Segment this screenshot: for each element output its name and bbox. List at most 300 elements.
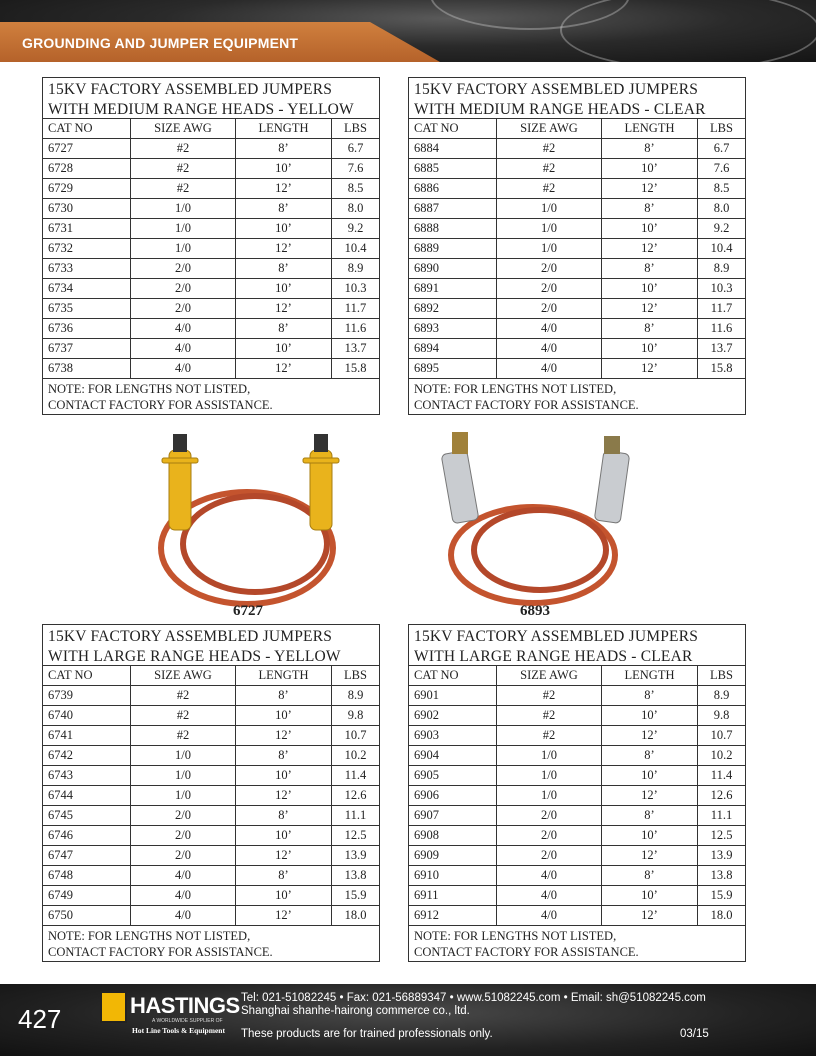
cell-size: 1/0 [131,239,236,258]
cell-size: #2 [131,159,236,178]
cell-cat-no: 6745 [43,806,131,825]
cell-cat-no: 6741 [43,726,131,745]
table-row [43,746,379,766]
cell-size: 1/0 [497,219,602,238]
cell-size: 4/0 [131,906,236,925]
table-title-line: 15KV FACTORY ASSEMBLED JUMPERS [48,628,333,645]
table-header-row [409,666,745,686]
header-light-streak [560,0,816,62]
cell-cat-no: 6729 [43,179,131,198]
cell-length: 12’ [602,846,698,865]
cell-cat-no: 6905 [409,766,497,785]
note-line: NOTE: FOR LENGTHS NOT LISTED, [414,382,617,396]
cell-lbs: 13.8 [710,868,733,882]
table-title [43,78,379,119]
cell-lbs: 15.9 [344,888,367,902]
cell-lbs: 8.5 [347,181,364,195]
cell-cat-no: 6902 [409,706,497,725]
table-note [409,926,745,961]
hastings-logo [100,990,240,1036]
cell-size: #2 [131,179,236,198]
cell-size: 1/0 [497,746,602,765]
cell-lbs: 7.6 [347,161,364,175]
jumper-photo-yellow [150,430,350,608]
cell-length: 8’ [236,806,332,825]
cell-cat-no: 6906 [409,786,497,805]
cell-cat-no: 6895 [409,359,497,378]
table-title-line: 15KV FACTORY ASSEMBLED JUMPERS [414,81,699,98]
cell-cat-no: 6743 [43,766,131,785]
cell-size: 2/0 [497,826,602,845]
cell-length: 12’ [602,239,698,258]
page-header [0,0,816,62]
cell-size: #2 [131,139,236,158]
table-row [409,746,745,766]
cell-cat-no: 6904 [409,746,497,765]
table-row [409,359,745,379]
cell-length: 10’ [236,706,332,725]
table-title [409,625,745,666]
table-row [43,219,379,239]
table-row [409,279,745,299]
logo-mark-icon [100,991,127,1023]
table-row [409,339,745,359]
revision-date: 03/15 [680,1028,709,1040]
cell-lbs: 8.5 [713,181,730,195]
table-row [409,259,745,279]
table-row [409,686,745,706]
col-header-lbs: LBS [344,121,367,135]
section-title: GROUNDING AND JUMPER EQUIPMENT [22,35,299,51]
table-row [409,706,745,726]
cell-length: 8’ [602,806,698,825]
cell-cat-no: 6907 [409,806,497,825]
jumper-photo-clear [425,430,645,608]
cell-lbs: 8.9 [713,688,730,702]
cell-length: 12’ [236,359,332,378]
page-footer [0,984,816,1056]
note-line: CONTACT FACTORY FOR ASSISTANCE. [48,398,273,412]
cell-size: 1/0 [497,766,602,785]
cell-length: 12’ [602,359,698,378]
table-row [409,219,745,239]
table-row [43,179,379,199]
note-line: NOTE: FOR LENGTHS NOT LISTED, [48,929,251,943]
cell-lbs: 8.0 [347,201,364,215]
cell-cat-no: 6909 [409,846,497,865]
cell-length: 8’ [602,866,698,885]
cell-size: 4/0 [131,886,236,905]
cell-length: 8’ [236,139,332,158]
cell-cat-no: 6736 [43,319,131,338]
table-row [43,766,379,786]
table-title-line: WITH MEDIUM RANGE HEADS - YELLOW [48,101,354,118]
cell-size: 4/0 [131,359,236,378]
cell-cat-no: 6886 [409,179,497,198]
cell-size: 2/0 [131,806,236,825]
cell-length: 10’ [602,826,698,845]
cell-length: 12’ [236,726,332,745]
cell-lbs: 8.9 [347,688,364,702]
cell-lbs: 12.6 [344,788,367,802]
cell-lbs: 13.7 [344,341,367,355]
jumper-table [408,77,746,415]
table-note [409,379,745,414]
cell-length: 12’ [602,786,698,805]
col-header-lbs: LBS [710,668,733,682]
cell-size: 4/0 [131,339,236,358]
cell-cat-no: 6742 [43,746,131,765]
cell-lbs: 7.6 [713,161,730,175]
cell-lbs: 13.8 [344,868,367,882]
cell-cat-no: 6735 [43,299,131,318]
cell-lbs: 11.4 [710,768,733,782]
cell-size: 1/0 [131,746,236,765]
table-title-line: WITH LARGE RANGE HEADS - CLEAR [414,648,693,665]
cell-cat-no: 6891 [409,279,497,298]
cell-length: 8’ [602,139,698,158]
cell-length: 12’ [236,906,332,925]
table-row [43,866,379,886]
cell-lbs: 9.2 [347,221,364,235]
table-note [43,926,379,961]
cell-size: 2/0 [497,279,602,298]
col-header-length: LENGTH [236,666,332,685]
cell-length: 8’ [236,259,332,278]
cell-length: 10’ [602,219,698,238]
cell-length: 8’ [602,259,698,278]
table-row [43,199,379,219]
table-row [409,319,745,339]
cell-length: 12’ [602,299,698,318]
cell-length: 8’ [602,746,698,765]
table-row [409,159,745,179]
cell-size: #2 [131,686,236,705]
cell-cat-no: 6744 [43,786,131,805]
cell-lbs: 9.2 [713,221,730,235]
cell-length: 8’ [602,686,698,705]
cell-cat-no: 6740 [43,706,131,725]
cell-size: #2 [497,686,602,705]
cell-length: 10’ [236,279,332,298]
cell-length: 10’ [236,159,332,178]
cell-lbs: 18.0 [344,908,367,922]
note-line: NOTE: FOR LENGTHS NOT LISTED, [48,382,251,396]
cell-size: 4/0 [131,866,236,885]
cell-lbs: 13.9 [710,848,733,862]
cell-length: 8’ [602,319,698,338]
cell-size: 2/0 [497,846,602,865]
cell-length: 8’ [602,199,698,218]
note-line: CONTACT FACTORY FOR ASSISTANCE. [414,945,639,959]
cell-size: 1/0 [497,199,602,218]
cell-size: 1/0 [497,239,602,258]
cell-size: 2/0 [131,259,236,278]
cell-size: 2/0 [497,299,602,318]
cell-cat-no: 6894 [409,339,497,358]
table-header-row [43,119,379,139]
table-row [43,299,379,319]
cell-length: 10’ [602,159,698,178]
cell-lbs: 10.3 [344,281,367,295]
table-row [409,179,745,199]
cell-lbs: 9.8 [347,708,364,722]
cell-size: 4/0 [497,339,602,358]
table-row [409,886,745,906]
cell-cat-no: 6884 [409,139,497,158]
cell-size: 4/0 [497,319,602,338]
table-row [409,766,745,786]
cell-length: 8’ [236,199,332,218]
cell-lbs: 12.5 [710,828,733,842]
cell-lbs: 11.4 [344,768,367,782]
cell-lbs: 10.7 [344,728,367,742]
cell-length: 10’ [236,826,332,845]
cell-lbs: 11.1 [710,808,733,822]
table-row [43,139,379,159]
cell-lbs: 9.8 [713,708,730,722]
table-header-row [43,666,379,686]
note-line: NOTE: FOR LENGTHS NOT LISTED, [414,929,617,943]
col-header-cat: CAT NO [43,666,131,685]
photo-caption: 6727 [233,603,263,619]
cell-size: 4/0 [131,319,236,338]
cell-lbs: 18.0 [710,908,733,922]
cell-size: 4/0 [497,866,602,885]
jumper-table [408,624,746,962]
cell-cat-no: 6888 [409,219,497,238]
table-title [409,78,745,119]
cell-size: #2 [497,139,602,158]
table-title-line: 15KV FACTORY ASSEMBLED JUMPERS [48,81,333,98]
table-row [409,846,745,866]
note-line: CONTACT FACTORY FOR ASSISTANCE. [48,945,273,959]
cell-lbs: 10.7 [710,728,733,742]
cell-size: #2 [497,179,602,198]
table-note [43,379,379,414]
cell-cat-no: 6734 [43,279,131,298]
table-row [409,199,745,219]
table-row [43,886,379,906]
cell-cat-no: 6885 [409,159,497,178]
cell-length: 12’ [236,299,332,318]
cell-length: 12’ [602,179,698,198]
cell-cat-no: 6887 [409,199,497,218]
cell-cat-no: 6746 [43,826,131,845]
jumper-table [42,624,380,962]
cell-cat-no: 6737 [43,339,131,358]
cell-size: #2 [497,159,602,178]
col-header-length: LENGTH [602,666,698,685]
cell-cat-no: 6750 [43,906,131,925]
cell-length: 10’ [236,339,332,358]
cell-size: 4/0 [497,359,602,378]
cell-cat-no: 6731 [43,219,131,238]
table-row [43,846,379,866]
table-row [409,299,745,319]
cell-lbs: 6.7 [713,141,730,155]
note-line: CONTACT FACTORY FOR ASSISTANCE. [414,398,639,412]
col-header-size: SIZE AWG [131,119,236,138]
table-row [43,239,379,259]
cell-size: 2/0 [497,259,602,278]
col-header-lbs: LBS [710,121,733,135]
col-header-length: LENGTH [602,119,698,138]
col-header-size: SIZE AWG [497,119,602,138]
cell-lbs: 10.3 [710,281,733,295]
cell-size: 2/0 [497,806,602,825]
cell-cat-no: 6889 [409,239,497,258]
cell-lbs: 10.4 [710,241,733,255]
cell-length: 10’ [602,279,698,298]
cell-length: 12’ [236,179,332,198]
cell-length: 10’ [602,766,698,785]
cell-lbs: 8.0 [713,201,730,215]
cell-lbs: 15.9 [710,888,733,902]
cell-lbs: 10.2 [710,748,733,762]
table-row [43,339,379,359]
cell-cat-no: 6892 [409,299,497,318]
contact-info [241,992,706,1018]
table-title-line: WITH MEDIUM RANGE HEADS - CLEAR [414,101,706,118]
cell-size: 4/0 [497,886,602,905]
cell-size: 2/0 [131,299,236,318]
contact-line: Tel: 021-51082245 • Fax: 021-56889347 • www.51082245.com • Email: sh@51082245.com [241,992,706,1004]
cell-cat-no: 6733 [43,259,131,278]
table-row [43,786,379,806]
col-header-size: SIZE AWG [497,666,602,685]
table-row [409,139,745,159]
cell-cat-no: 6739 [43,686,131,705]
cell-length: 12’ [602,906,698,925]
cell-length: 8’ [236,319,332,338]
cell-length: 12’ [236,239,332,258]
cell-cat-no: 6911 [409,886,497,905]
jumper-table [42,77,380,415]
table-row [409,806,745,826]
col-header-cat: CAT NO [409,119,497,138]
cell-cat-no: 6908 [409,826,497,845]
cell-size: #2 [497,726,602,745]
table-row [43,279,379,299]
cell-length: 12’ [236,846,332,865]
cell-lbs: 10.2 [344,748,367,762]
cell-length: 12’ [602,726,698,745]
cell-lbs: 6.7 [347,141,364,155]
cell-length: 10’ [236,219,332,238]
cell-lbs: 11.6 [710,321,733,335]
cell-size: 1/0 [497,786,602,805]
col-header-length: LENGTH [236,119,332,138]
cell-lbs: 11.6 [344,321,367,335]
cell-size: 2/0 [131,826,236,845]
col-header-size: SIZE AWG [131,666,236,685]
cell-cat-no: 6910 [409,866,497,885]
cell-length: 8’ [236,686,332,705]
cell-lbs: 11.7 [710,301,733,315]
table-row [409,786,745,806]
logo-tagline-small: A WORLDWIDE SUPPLIER OF [152,1018,223,1024]
table-header-row [409,119,745,139]
cell-cat-no: 6901 [409,686,497,705]
logo-brand: HASTINGS [130,993,240,1018]
table-row [43,906,379,926]
cell-cat-no: 6728 [43,159,131,178]
cell-lbs: 15.8 [344,361,367,375]
cell-cat-no: 6748 [43,866,131,885]
cell-length: 10’ [602,339,698,358]
cell-lbs: 11.7 [344,301,367,315]
company-name: Shanghai shanhe-hairong commerce co., ltd. [241,1005,470,1017]
table-row [409,826,745,846]
table-title [43,625,379,666]
cell-lbs: 12.6 [710,788,733,802]
cell-size: 2/0 [131,279,236,298]
cell-lbs: 13.9 [344,848,367,862]
logo-tagline: Hot Line Tools & Equipment [132,1026,225,1035]
table-row [43,359,379,379]
cell-size: 4/0 [497,906,602,925]
table-row [43,706,379,726]
cell-lbs: 8.9 [713,261,730,275]
cell-length: 10’ [602,886,698,905]
photo-caption: 6893 [520,603,550,619]
cell-length: 10’ [236,766,332,785]
table-row [409,866,745,886]
table-row [409,906,745,926]
legal-notice: These products are for trained professionals only. [241,1028,493,1040]
table-row [409,239,745,259]
cell-length: 12’ [236,786,332,805]
cell-cat-no: 6747 [43,846,131,865]
table-row [43,319,379,339]
cell-cat-no: 6912 [409,906,497,925]
cell-size: 1/0 [131,199,236,218]
cell-cat-no: 6890 [409,259,497,278]
table-row [409,726,745,746]
page-number: 427 [18,1004,62,1034]
cell-lbs: 10.4 [344,241,367,255]
table-row [43,159,379,179]
table-row [43,806,379,826]
cell-cat-no: 6732 [43,239,131,258]
cell-lbs: 13.7 [710,341,733,355]
cell-lbs: 11.1 [344,808,367,822]
table-row [43,686,379,706]
col-header-cat: CAT NO [43,119,131,138]
cell-size: 1/0 [131,219,236,238]
table-row [43,259,379,279]
cell-length: 8’ [236,746,332,765]
cell-size: #2 [497,706,602,725]
cell-lbs: 15.8 [710,361,733,375]
table-title-line: WITH LARGE RANGE HEADS - YELLOW [48,648,341,665]
cell-cat-no: 6727 [43,139,131,158]
cell-size: 1/0 [131,786,236,805]
cell-lbs: 12.5 [344,828,367,842]
col-header-cat: CAT NO [409,666,497,685]
cell-length: 8’ [236,866,332,885]
cell-lbs: 8.9 [347,261,364,275]
table-title-line: 15KV FACTORY ASSEMBLED JUMPERS [414,628,699,645]
table-row [43,826,379,846]
cell-cat-no: 6730 [43,199,131,218]
cell-size: #2 [131,726,236,745]
cell-cat-no: 6738 [43,359,131,378]
cell-size: #2 [131,706,236,725]
table-row [43,726,379,746]
cell-cat-no: 6893 [409,319,497,338]
